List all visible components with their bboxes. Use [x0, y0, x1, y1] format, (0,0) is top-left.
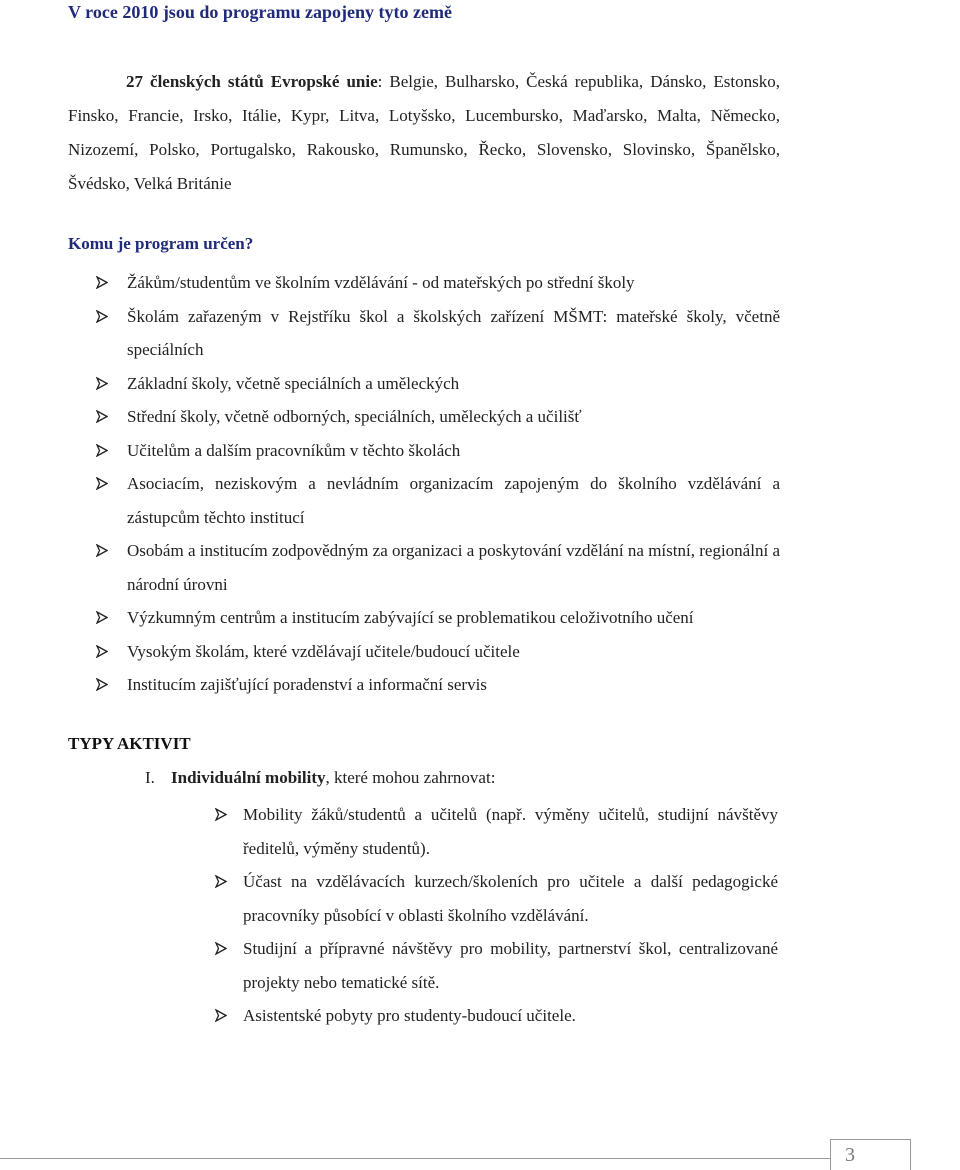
list-item: [96, 534, 780, 601]
list-item-text: Žákům/studentům ve školním vzdělávání - od mateřských po střední školy: [127, 273, 635, 292]
list-item-text: Mobility žáků/studentů a učitelů (např. výměny učitelů, studijní návštěvy ředitelů, výměny studentů).: [243, 805, 778, 858]
activity-list: [215, 798, 778, 1033]
list-item: [96, 266, 780, 300]
arrow-bullet-icon: [96, 367, 110, 400]
list-item-text: Studijní a přípravné návštěvy pro mobility, partnerství škol, centralizované projekty nebo tematické sítě.: [243, 939, 778, 992]
list-item: [96, 434, 780, 468]
activity-number: I.: [145, 768, 155, 787]
arrow-bullet-icon: [215, 865, 229, 898]
list-item-text: Výzkumným centrům a institucím zabývající se problematikou celoživotního učení: [127, 608, 694, 627]
list-item: [96, 635, 780, 669]
page-number-box: [830, 1139, 911, 1170]
list-item: [215, 798, 778, 865]
countries-list: : Belgie, Bulharsko, Česká republika, Dánsko, Estonsko, Finsko, Francie, Irsko, Itálie, Kypr, Litva, Lotyšsko, Lucembursko, Maďarsko, Malta, Německo, Nizozemí, Polsko, Portugalsko, Rakousko, Rumunsko, Řecko, Slovensko, Slovinsko, Španělsko, Švédsko, Velká Británie: [68, 72, 780, 193]
arrow-bullet-icon: [96, 668, 110, 701]
list-item: [215, 999, 778, 1033]
list-item: [96, 367, 780, 401]
list-item-text: Účast na vzdělávacích kurzech/školeních pro učitele a další pedagogické pracovníky působící v oblasti školního vzdělávání.: [243, 872, 778, 925]
list-item: [96, 601, 780, 635]
list-item: [96, 467, 780, 534]
arrow-bullet-icon: [96, 534, 110, 567]
arrow-bullet-icon: [96, 635, 110, 668]
list-item-text: Asociacím, neziskovým a nevládním organizacím zapojeným do školního vzdělávání a zástupcům těchto institucí: [127, 474, 780, 527]
arrow-bullet-icon: [215, 999, 229, 1032]
list-item-text: Asistentské pobyty pro studenty-budoucí učitele.: [243, 1006, 576, 1025]
list-item-text: Osobám a institucím zodpovědným za organizaci a poskytování vzdělání na místní, regionální a národní úrovni: [127, 541, 780, 594]
arrow-bullet-icon: [215, 798, 229, 831]
arrow-bullet-icon: [96, 300, 110, 333]
arrow-bullet-icon: [96, 467, 110, 500]
activity-title: Individuální mobility: [171, 768, 326, 787]
arrow-bullet-icon: [96, 601, 110, 634]
list-item: [96, 668, 780, 702]
list-item-text: Vysokým školám, které vzdělávají učitele/budoucí učitele: [127, 641, 520, 661]
list-item-text: Institucím zajišťující poradenství a informační servis: [127, 675, 487, 694]
arrow-bullet-icon: [96, 434, 110, 467]
arrow-bullet-icon: [96, 266, 110, 299]
list-item: [215, 932, 778, 999]
footer-rule: [0, 1158, 830, 1159]
list-item-text: Učitelům a dalším pracovníkům v těchto školách: [127, 440, 461, 460]
list-item: [215, 865, 778, 932]
section-heading-activities: TYPY AKTIVIT: [68, 734, 191, 753]
target-list: [96, 266, 780, 702]
arrow-bullet-icon: [96, 400, 110, 433]
list-item: [96, 400, 780, 434]
arrow-bullet-icon: [215, 932, 229, 965]
activity-suffix: , které mohou zahrnovat:: [325, 768, 496, 787]
page-number: 3: [845, 1144, 855, 1166]
list-item: [96, 300, 780, 367]
list-item-text: Školám zařazeným v Rejstříku škol a školských zařízení MŠMT: mateřské školy, včetně speciálních: [127, 306, 780, 359]
section-heading-target: Komu je program určen?: [68, 234, 254, 253]
activity-row-I: [145, 766, 495, 790]
countries-lead: 27 členských států Evropské unie: [126, 72, 378, 91]
countries-paragraph: [68, 65, 780, 201]
list-item-text: Střední školy, včetně odborných, speciálních, uměleckých a učilišť: [127, 407, 582, 426]
list-item-text: Základní školy, včetně speciálních a uměleckých: [127, 373, 460, 393]
section-heading-countries: V roce 2010 jsou do programu zapojeny tyto země: [68, 2, 452, 22]
